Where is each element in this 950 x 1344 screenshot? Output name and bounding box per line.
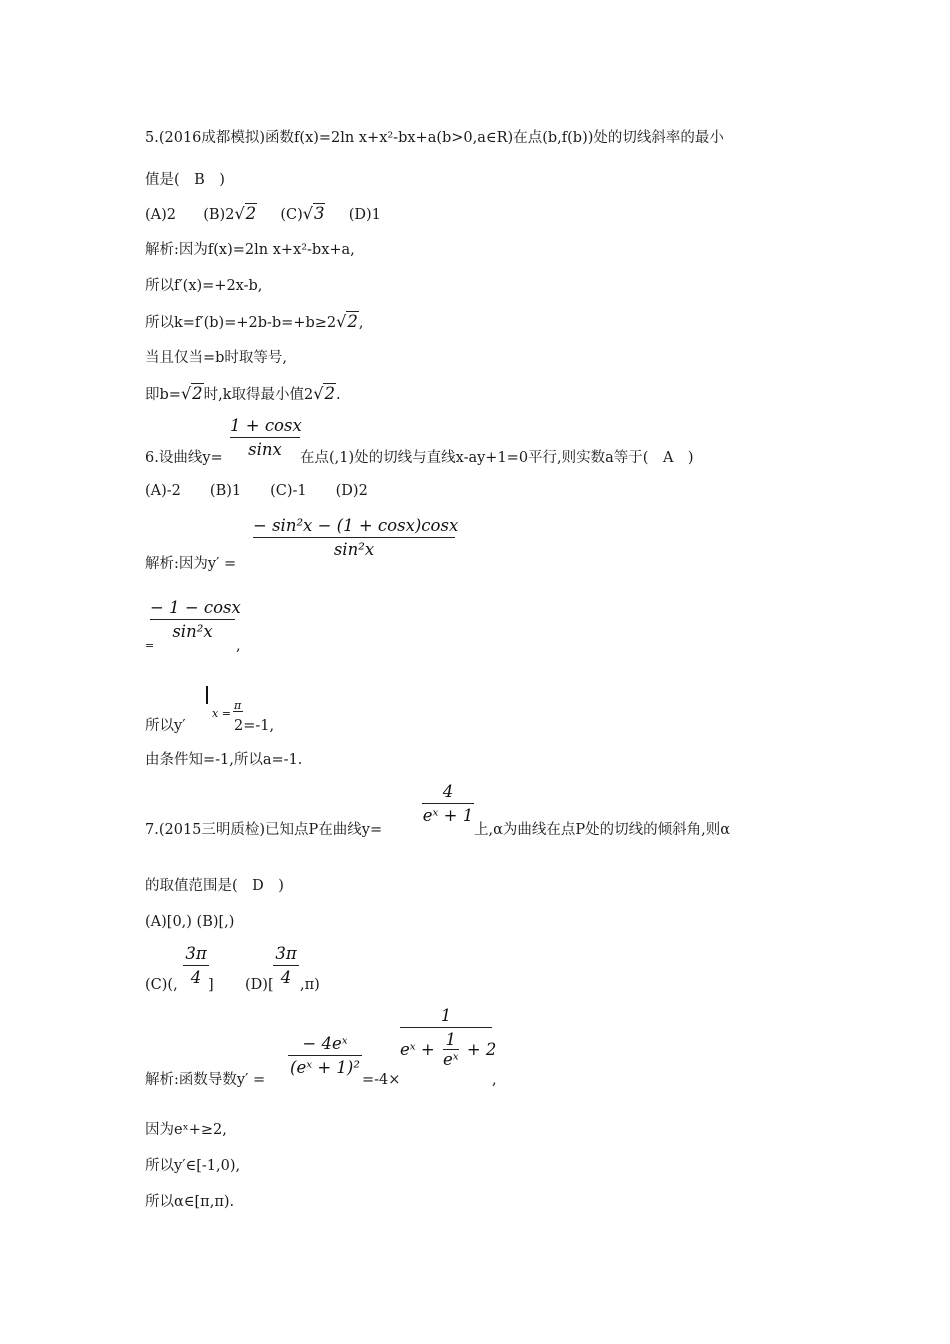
q7-solution-3: 所以y′∈[-1,0),	[145, 1158, 241, 1174]
sqrt-two: √2	[336, 312, 358, 331]
q7-option-c-prefix: (C)(,	[145, 977, 178, 993]
q6-eval-x: x =	[212, 707, 231, 720]
q6-eval-pi: π	[234, 699, 242, 712]
q6-simplified-comma: ,	[236, 638, 241, 654]
q5-option-c: (C)	[280, 207, 303, 223]
q7-solution-2: 因为eˣ+≥2,	[145, 1122, 227, 1138]
q5-option-d: (D)1	[348, 207, 381, 223]
q6-simplified-fraction: − 1 − cosx sin²x	[150, 598, 241, 641]
q7-option-c-suffix: ]	[208, 977, 214, 993]
q7-option-c-fraction: 3π 4	[183, 944, 209, 987]
sqrt-two: √2	[234, 204, 257, 223]
q6-solution-4: 由条件知=-1,所以a=-1.	[145, 752, 303, 768]
q6-options: (A)-2 (B)1 (C)-1 (D)2	[145, 483, 368, 499]
sqrt-two: √2	[180, 384, 203, 403]
q5-option-a: (A)2	[145, 207, 177, 223]
sqrt-two: √2	[313, 384, 335, 403]
q7-option-d-suffix: ,π)	[300, 977, 320, 993]
q7-complex-fraction: 1 eˣ + $\frac{1}{\text{eˣ}}$ + 2	[400, 1006, 497, 1069]
q7-curve-fraction: 4 eˣ + 1	[422, 782, 474, 825]
q7-stem-prefix: 7.(2015三明质检)已知点P在曲线y=	[145, 822, 383, 838]
q7-option-d-fraction: 3π 4	[273, 944, 299, 987]
q6-stem-suffix: 在点(,1)处的切线与直线x-ay+1=0平行,则实数a等于( A )	[300, 450, 694, 466]
q6-eval-result: 2=-1,	[234, 718, 275, 734]
q7-stem-suffix: 上,α为曲线在点P处的切线的倾斜角,则α	[474, 822, 731, 838]
q6-curve-fraction: 1 + cosx sinx	[230, 416, 302, 459]
q6-derivative-fraction: − sin²x − (1 + cosx)cosx sin²x	[253, 516, 459, 559]
q7-derivative-fraction: − 4eˣ (eˣ + 1)²	[288, 1034, 362, 1077]
sqrt-three: √3	[302, 204, 325, 223]
q7-solution-1-comma: ,	[492, 1072, 497, 1088]
q7-solution-4: 所以α∈[π,π).	[145, 1194, 235, 1210]
q5-solution-1: 解析:因为f(x)=2ln x+x²-bx+a,	[145, 242, 355, 258]
q5-stem-line1: 5.(2016成都模拟)函数f(x)=2ln x+x²-bx+a(b>0,a∈R)在点(b,f(b))处的切线斜率的最小	[145, 130, 724, 146]
q5-options	[145, 204, 381, 225]
q5-solution-2: 所以f′(x)=+2x-b,	[145, 278, 263, 294]
q7-option-d-prefix: (D)[	[245, 977, 274, 993]
q5-solution-3: 所以k=f′(b)=+2b-b=+b≥2√2,	[145, 312, 364, 331]
q7-options-ab: (A)[0,) (B)[,)	[145, 914, 235, 930]
q5-option-b: (B)2	[203, 207, 235, 223]
q7-solution-1-prefix: 解析:函数导数y′ =	[145, 1072, 266, 1088]
q6-solution-1: 解析:因为y′ =	[145, 556, 237, 572]
q6-solution-3: 所以y′	[145, 718, 186, 734]
q7-solution-1-times: =-4×	[362, 1072, 401, 1088]
q6-simplified-equals: =	[145, 639, 155, 652]
q5-solution-5: 即b=√2时,k取得最小值2√2.	[145, 384, 341, 403]
q5-stem-line2: 值是( B )	[145, 172, 225, 188]
q7-stem-line2: 的取值范围是( D )	[145, 878, 284, 894]
evaluation-bar	[206, 686, 208, 704]
eval-fraction-bar	[233, 711, 243, 712]
q6-stem-prefix: 6.设曲线y=	[145, 450, 223, 466]
q5-solution-4: 当且仅当=b时取等号,	[145, 350, 288, 366]
